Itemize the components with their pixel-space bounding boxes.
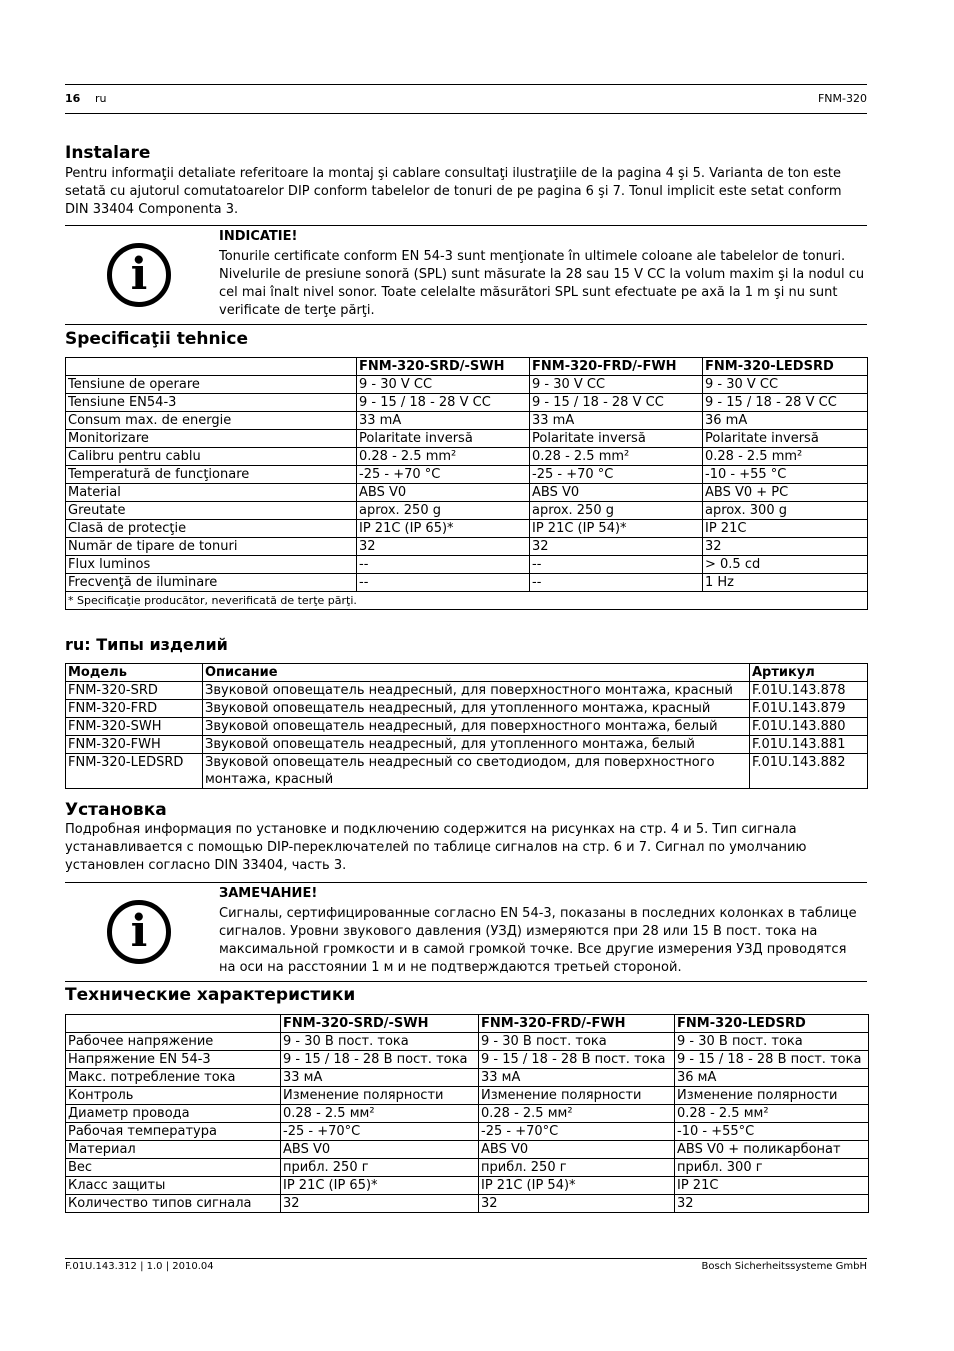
table-row [66,1123,869,1141]
table-cell: 32 [281,1195,479,1213]
table-cell: -10 - +55°C [675,1123,869,1141]
table-row [66,574,868,592]
table-cell: F.01U.143.878 [750,682,868,700]
product-code: FNM-320 [817,92,867,105]
table-cell: 36 мА [675,1069,869,1087]
table-cell: 9 - 30 V CC [703,376,868,394]
table-cell: Звуковой оповещатель неадресный, для поверхностного монтажа, белый [203,718,750,736]
table-cell: 32 [703,538,868,556]
table-cell: Звуковой оповещатель неадресный, для утопленного монтажа, красный [203,700,750,718]
table-cell: 9 - 15 / 18 - 28 В пост. тока [281,1051,479,1069]
table-row [66,448,868,466]
table-cell: -25 - +70 °C [530,466,703,484]
table-row [66,394,868,412]
table-row [66,1069,869,1087]
table-cell: 0.28 - 2.5 мм² [281,1105,479,1123]
table-cell: Polaritate inversă [357,430,530,448]
column-header: FNM-320-SRD/-SWH [357,358,530,376]
table-cell: aprox. 250 g [357,502,530,520]
table-cell: 9 - 15 / 18 - 28 V CC [530,394,703,412]
table-cell: -10 - +55 °C [703,466,868,484]
table-cell: Изменение полярности [479,1087,675,1105]
note-text-ro: Tonurile certificate conform EN 54-3 sunt menţionate în ultimele coloane ale tabelelor de tonuri. Nivelurile de presiune sonoră (SPL) sunt măsurate la 28 sau 15 V CC la volum maxim şi la nodul cu cel mai înalt nivel sonor. Toate celelalte măsurători SPL sunt efectuate pe axă la 1 m şi nu sunt verificate de terţe părţi. [219,249,865,318]
table-row [66,376,868,394]
table-cell: Материал [66,1141,281,1159]
table-cell: Flux luminos [66,556,357,574]
column-header: Описание [203,664,750,682]
table-row [66,502,868,520]
types-table-ru [65,663,868,789]
table-cell: ABS V0 [357,484,530,502]
spec-table-ro [65,357,868,610]
table-cell: IP 21C (IP 54)* [479,1177,675,1195]
section-title-specs-ro: Specificaţii tehnice [65,329,248,349]
table-cell: FNM-320-LEDSRD [66,754,203,789]
table-row [66,754,868,789]
table-row [66,682,868,700]
table-cell: Monitorizare [66,430,357,448]
table-cell: 9 - 30 В пост. тока [281,1033,479,1051]
table-cell: Класс защиты [66,1177,281,1195]
table-row [66,520,868,538]
table-cell: IP 21C (IP 65)* [357,520,530,538]
info-icon: i [107,900,171,964]
table-cell: Clasă de protecţie [66,520,357,538]
table-cell: FNM-320-SWH [66,718,203,736]
table-cell: 9 - 15 / 18 - 28 V CC [357,394,530,412]
table-cell: Вес [66,1159,281,1177]
table-cell: Изменение полярности [675,1087,869,1105]
page-header [65,84,867,114]
column-header [66,358,357,376]
table-cell: 0.28 - 2.5 мм² [675,1105,869,1123]
section-title-install-ru: Установка [65,800,167,820]
table-header-row [66,664,868,682]
table-cell: 32 [357,538,530,556]
section-title-types-ru: ru: Типы изделий [65,635,228,654]
table-cell: -- [530,574,703,592]
table-cell: 9 - 30 V CC [357,376,530,394]
table-cell: -25 - +70°C [479,1123,675,1141]
table-footnote: * Specificaţie producător, neverificată de terţe părţi. [66,592,868,610]
section-title-install-ro: Instalare [65,143,151,163]
table-cell: Frecvenţă de iluminare [66,574,357,592]
table-row [66,736,868,754]
table-header-row [66,358,868,376]
column-header: FNM-320-LEDSRD [703,358,868,376]
table-cell: Temperatură de funcţionare [66,466,357,484]
table-cell: 9 - 15 / 18 - 28 В пост. тока [675,1051,869,1069]
table-cell: 36 mA [703,412,868,430]
language-code: ru [95,92,107,105]
install-text-ru: Подробная информация по установке и подключению содержится на рисунках на стр. 4 и 5. Тип сигнала устанавливается с помощью DIP-переключателей по таблице сигналов на стр. 6 и 7. Сигнал по умолчанию установлен согласно DIN 33404, часть 3. [65,822,807,873]
table-cell: 32 [479,1195,675,1213]
table-cell: 9 - 15 / 18 - 28 В пост. тока [479,1051,675,1069]
page-number: 16 [65,92,81,105]
section-title-specs-ru: Технические характеристики [65,985,356,1005]
table-row [66,1177,869,1195]
table-row [66,700,868,718]
table-cell: ABS V0 + PC [703,484,868,502]
table-cell: aprox. 250 g [530,502,703,520]
table-cell: Calibru pentru cablu [66,448,357,466]
table-row [66,1159,869,1177]
table-cell: Количество типов сигнала [66,1195,281,1213]
note-box-ru [65,882,867,982]
note-text-ru: Сигналы, сертифицированные согласно EN 54-3, показаны в последних колонках в таблице сигналов. Уровни звукового давления (УЗД) измеряются при 28 или 15 В пост. тока на максимальной громкости и в самой громкой точке. Все другие измерения УЗД проводятся на оси на расстоянии 1 м и не подтверждаются третьей стороной. [219,906,857,975]
table-cell: Polaritate inversă [530,430,703,448]
table-cell: F.01U.143.879 [750,700,868,718]
table-cell: 9 - 15 / 18 - 28 V CC [703,394,868,412]
table-row [66,1051,869,1069]
table-row [66,1033,869,1051]
table-cell: aprox. 300 g [703,502,868,520]
table-cell: Greutate [66,502,357,520]
table-row [66,430,868,448]
table-cell: Рабочее напряжение [66,1033,281,1051]
footnote-row [66,592,868,610]
table-cell: Макс. потребление тока [66,1069,281,1087]
table-row [66,556,868,574]
table-row [66,1105,869,1123]
table-cell: -25 - +70°C [281,1123,479,1141]
table-cell: 33 мА [479,1069,675,1087]
table-cell: Изменение полярности [281,1087,479,1105]
table-cell: 32 [675,1195,869,1213]
info-icon: i [107,243,171,307]
table-cell: F.01U.143.880 [750,718,868,736]
table-cell: 33 mA [357,412,530,430]
column-header: FNM-320-SRD/-SWH [281,1015,479,1033]
table-cell: IP 21C [675,1177,869,1195]
table-cell: -- [530,556,703,574]
table-row [66,466,868,484]
column-header: FNM-320-FRD/-FWH [530,358,703,376]
table-cell: 9 - 30 V CC [530,376,703,394]
table-cell: Рабочая температура [66,1123,281,1141]
table-cell: -- [357,574,530,592]
table-cell: > 0.5 cd [703,556,868,574]
table-cell: 1 Hz [703,574,868,592]
table-cell: Звуковой оповещатель неадресный, для поверхностного монтажа, красный [203,682,750,700]
table-cell: Material [66,484,357,502]
table-header-row [66,1015,869,1033]
table-cell: -- [357,556,530,574]
table-cell: FNM-320-FWH [66,736,203,754]
table-cell: Tensiune EN54-3 [66,394,357,412]
note-title-ro: INDICATIE! [219,229,298,244]
table-cell: 9 - 30 В пост. тока [479,1033,675,1051]
table-row [66,1195,869,1213]
table-cell: 33 мА [281,1069,479,1087]
note-box-ro [65,225,867,325]
table-cell: Звуковой оповещатель неадресный, для утопленного монтажа, белый [203,736,750,754]
spec-table-ru [65,1014,869,1213]
table-cell: ABS V0 [281,1141,479,1159]
table-cell: 33 mA [530,412,703,430]
page-footer [65,1258,867,1272]
column-header: FNM-320-FRD/-FWH [479,1015,675,1033]
table-cell: ABS V0 [530,484,703,502]
table-cell: прибл. 250 г [479,1159,675,1177]
table-cell: 0.28 - 2.5 mm² [530,448,703,466]
column-header: Артикул [750,664,868,682]
table-cell: 0.28 - 2.5 mm² [703,448,868,466]
table-cell: Polaritate inversă [703,430,868,448]
table-cell: IP 21C (IP 65)* [281,1177,479,1195]
note-title-ru: ЗАМЕЧАНИЕ! [219,886,318,901]
table-cell: ABS V0 [479,1141,675,1159]
table-cell: -25 - +70 °C [357,466,530,484]
table-cell: Consum max. de energie [66,412,357,430]
table-cell: F.01U.143.881 [750,736,868,754]
column-header [66,1015,281,1033]
table-cell: ABS V0 + поликарбонат [675,1141,869,1159]
table-cell: Напряжение EN 54-3 [66,1051,281,1069]
table-row [66,484,868,502]
table-cell: FNM-320-FRD [66,700,203,718]
table-cell: прибл. 250 г [281,1159,479,1177]
table-cell: Контроль [66,1087,281,1105]
document-id: F.01U.143.312 | 1.0 | 2010.04 [65,1261,214,1272]
table-cell: FNM-320-SRD [66,682,203,700]
table-cell: Tensiune de operare [66,376,357,394]
table-row [66,538,868,556]
table-row [66,718,868,736]
table-cell: F.01U.143.882 [750,754,868,789]
table-cell: Звуковой оповещатель неадресный со светодиодом, для поверхностного монтажа, красный [203,754,750,789]
column-header: Модель [66,664,203,682]
table-row [66,412,868,430]
table-cell: 32 [530,538,703,556]
table-cell: IP 21C [703,520,868,538]
table-cell: 9 - 30 В пост. тока [675,1033,869,1051]
table-cell: 0.28 - 2.5 мм² [479,1105,675,1123]
company-name: Bosch Sicherheitssysteme GmbH [701,1261,867,1272]
column-header: FNM-320-LEDSRD [675,1015,869,1033]
table-row [66,1141,869,1159]
table-row [66,1087,869,1105]
table-cell: IP 21C (IP 54)* [530,520,703,538]
table-cell: Диаметр провода [66,1105,281,1123]
install-text-ro: Pentru informaţii detaliate referitoare la montaj şi cablare consultaţi ilustraţiile de la pagina 4 şi 5. Varianta de ton este setată cu ajutorul comutatoarelor DIP conform tabelelor de tonuri de pe pagina 6 şi 7. Tonul implicit este setat conform DIN 33404 Componenta 3. [65,166,842,217]
table-cell: 0.28 - 2.5 mm² [357,448,530,466]
table-cell: Număr de tipare de tonuri [66,538,357,556]
table-cell: прибл. 300 г [675,1159,869,1177]
